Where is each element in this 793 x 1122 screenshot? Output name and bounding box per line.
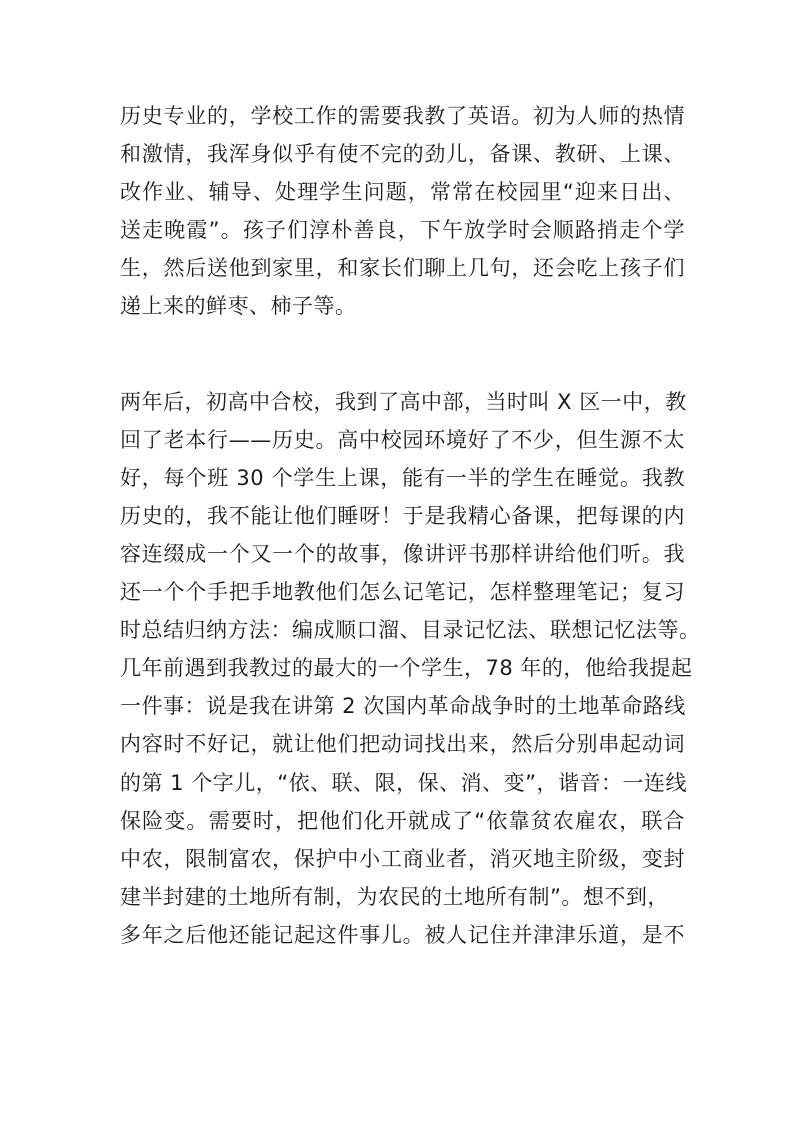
text-line: 的第 1 个字儿，“依、联、限，保、消、变”，谐音：一连线 [120, 770, 687, 795]
text-line: 生，然后送他到家里，和家长们聊上几句，还会吃上孩子们 [120, 256, 685, 281]
text-line: 中农，限制富农，保护中小工商业者，消灭地主阶级，变封 [120, 846, 685, 871]
text-line: 和激情，我浑身似乎有使不完的劲儿，备课、教研、上课、 [120, 142, 685, 167]
text-line: 好，每个班 30 个学生上课，能有一半的学生在睡觉。我教 [120, 465, 685, 490]
text-line: 历史的，我不能让他们睡呀！于是我精心备课，把每课的内 [120, 503, 685, 528]
document-page [120, 97, 701, 954]
text-line: 送走晚霞”。孩子们淳朴善良，下午放学时会顺路捎走个学 [120, 218, 685, 243]
text-line: 改作业、辅导、处理学生问题，常常在校园里“迎来日出、 [120, 180, 685, 205]
text-line: 内容时不好记，就让他们把动词找出来，然后分别串起动词 [120, 732, 685, 757]
text-line: 两年后，初高中合校，我到了高中部，当时叫 X 区一中，教 [120, 389, 687, 414]
text-line: 保险变。需要时，把他们化开就成了“依靠贫农雇农，联合 [120, 808, 685, 833]
text-line: 容连缀成一个又一个的故事，像讲评书那样讲给他们听。我 [120, 541, 685, 566]
text-line: 几年前遇到我教过的最大的一个学生，78 年的，他给我提起 [120, 656, 693, 681]
paragraph-spacer [120, 326, 685, 383]
text-line: 历史专业的，学校工作的需要我教了英语。初为人师的热情 [120, 104, 685, 128]
paragraph-1 [120, 97, 685, 326]
paragraph-2 [120, 383, 701, 954]
text-line: 一件事：说是我在讲第 2 次国内革命战争时的土地革命路线 [120, 694, 686, 719]
text-line: 递上来的鲜枣、柿子等。 [120, 294, 357, 319]
text-line: 建半封建的土地所有制，为农民的土地所有制”。想不到， [120, 884, 669, 909]
text-line: 多年之后他还能记起这件事儿。被人记住并津津乐道，是不 [120, 922, 685, 947]
text-line: 还一个个手把手地教他们怎么记笔记，怎样整理笔记；复习 [120, 580, 685, 605]
text-line: 时总结归纳方法：编成顺口溜、目录记忆法、联想记忆法等。 [120, 618, 701, 643]
text-line: 回了老本行——历史。高中校园环境好了不少，但生源不太 [120, 427, 685, 452]
